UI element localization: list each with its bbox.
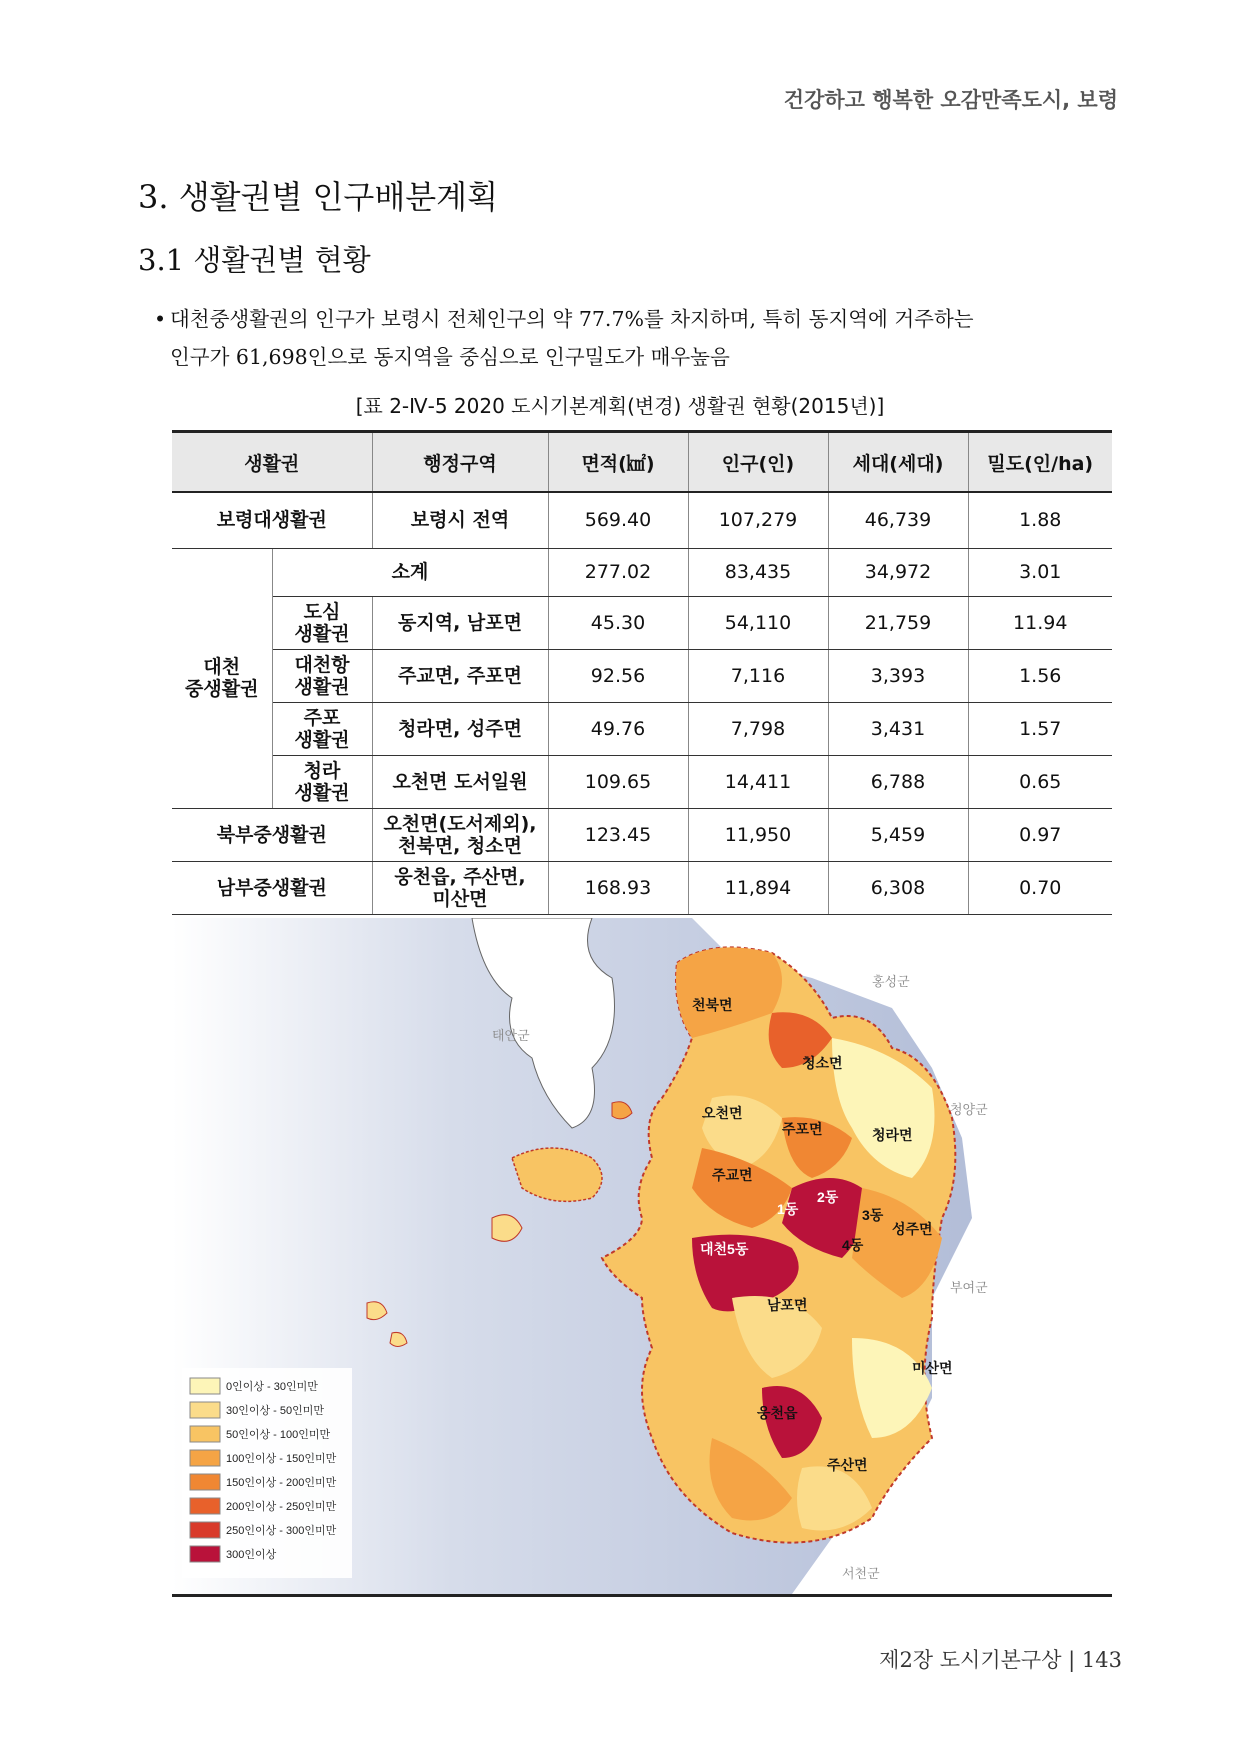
cell-area: 92.56 [548,649,688,702]
cell-district: 보령시 전역 [372,492,548,548]
table-row [172,702,1112,755]
label-jusan: 주산면 [827,1457,868,1473]
cell-area: 277.02 [548,548,688,596]
cell-population: 54,110 [688,596,828,649]
label-dong4: 4동 [842,1237,864,1253]
cell-district: 주교면, 주포면 [372,649,548,702]
cell-households: 3,431 [828,702,968,755]
legend-label: 0인이상 - 30인미만 [226,1381,318,1393]
cell-population: 14,411 [688,755,828,808]
table-row [172,808,1112,861]
section-heading: 3. 생활권별 인구배분계획 [138,178,498,216]
label-misan: 미산면 [912,1360,953,1376]
cell-group-daecheon: 대천 중생활권 [172,548,272,808]
cell-density: 0.97 [968,808,1112,861]
cell-district: 오천면 도서일원 [372,755,548,808]
label-jupo: 주포면 [782,1121,823,1137]
cell-population: 107,279 [688,492,828,548]
table-row [172,755,1112,808]
label-seongju: 성주면 [892,1221,933,1237]
legend-label: 300인이상 [226,1549,277,1561]
cell-density: 1.57 [968,702,1112,755]
label-dong1: 1동 [777,1201,799,1217]
table-row [172,492,1112,548]
label-nampo: 남포면 [767,1297,808,1313]
bullet-paragraph [154,300,1130,376]
cell-zone: 소계 [272,548,548,596]
legend-swatch [190,1546,220,1562]
table-caption: [표 2-Ⅳ-5 2020 도시기본계획(변경) 생활권 현황(2015년)] [355,394,885,418]
subsection-heading: 3.1 생활권별 현황 [138,243,371,277]
label-taean: 태안군 [492,1028,530,1043]
cell-zone: 북부중생활권 [172,808,372,861]
cell-density: 0.65 [968,755,1112,808]
label-hongseong: 홍성군 [872,974,910,989]
table-row [172,596,1112,649]
legend-label: 250인이상 - 300인미만 [226,1525,337,1537]
cell-zone: 남부중생활권 [172,861,372,914]
table-row [172,649,1112,702]
header-households: 세대(세대) [828,432,968,493]
table-header-row [172,432,1112,493]
cell-households: 3,393 [828,649,968,702]
cell-population: 7,116 [688,649,828,702]
label-cheonbuk: 천북면 [692,997,733,1013]
cell-population: 7,798 [688,702,828,755]
label-dong3: 3동 [862,1207,884,1223]
legend-label: 30인이상 - 50인미만 [226,1405,325,1417]
running-head: 건강하고 행복한 오감만족도시, 보령 [783,88,1118,112]
cell-density: 3.01 [968,548,1112,596]
label-seocheon: 서천군 [842,1566,880,1581]
living-zone-table [172,430,1112,915]
header-population: 인구(인) [688,432,828,493]
legend-swatch [190,1498,220,1514]
cell-zone: 청라 생활권 [272,755,372,808]
legend-label: 50인이상 - 100인미만 [226,1429,331,1441]
cell-area: 45.30 [548,596,688,649]
bullet-symbol: • [154,307,167,331]
cell-density: 1.88 [968,492,1112,548]
cell-density: 1.56 [968,649,1112,702]
cell-population: 11,950 [688,808,828,861]
cell-area: 49.76 [548,702,688,755]
cell-area: 123.45 [548,808,688,861]
label-buyeo: 부여군 [950,1280,988,1295]
legend-swatch [190,1402,220,1418]
cell-zone: 주포 생활권 [272,702,372,755]
cell-households: 5,459 [828,808,968,861]
cell-density: 0.70 [968,861,1112,914]
header-zone: 생활권 [172,432,372,493]
map-svg [172,918,1112,1594]
cell-zone: 대천항 생활권 [272,649,372,702]
cell-district: 웅천읍, 주산면, 미산면 [372,861,548,914]
label-daecheon5: 대천5동 [700,1241,749,1257]
population-density-map [172,918,1112,1597]
cell-population: 83,435 [688,548,828,596]
label-ungcheon: 웅천읍 [757,1405,798,1421]
label-cheongyang: 청양군 [950,1102,988,1117]
cell-population: 11,894 [688,861,828,914]
cell-households: 6,788 [828,755,968,808]
legend-swatch [190,1522,220,1538]
legend-label: 100인이상 - 150인미만 [226,1453,337,1465]
map-legend [182,1368,352,1578]
bullet-line-2: 인구가 61,698인으로 동지역을 중심으로 인구밀도가 매우높음 [170,345,730,369]
table-row [172,861,1112,914]
legend-swatch [190,1426,220,1442]
header-district: 행정구역 [372,432,548,493]
legend-swatch [190,1474,220,1490]
legend-swatch [190,1378,220,1394]
label-cheongra: 청라면 [872,1127,913,1143]
cell-zone: 도심 생활권 [272,596,372,649]
cell-district: 청라면, 성주면 [372,702,548,755]
bullet-line-1: 대천중생활권의 인구가 보령시 전체인구의 약 77.7%를 차지하며, 특히 동지역에 거주하는 [170,307,974,331]
legend-label: 200인이상 - 250인미만 [226,1501,337,1513]
cell-households: 46,739 [828,492,968,548]
cell-households: 6,308 [828,861,968,914]
table-row [172,548,1112,596]
label-ocheon: 오천면 [702,1105,743,1121]
header-area: 면적(㎢) [548,432,688,493]
cell-households: 21,759 [828,596,968,649]
cell-district: 동지역, 남포면 [372,596,548,649]
label-jugyo: 주교면 [712,1167,753,1183]
cell-zone: 보령대생활권 [172,492,372,548]
cell-area: 168.93 [548,861,688,914]
legend-label: 150인이상 - 200인미만 [226,1477,337,1489]
label-cheongso: 청소면 [802,1055,843,1071]
label-dong2: 2동 [817,1189,839,1205]
header-density: 밀도(인/ha) [968,432,1112,493]
cell-district: 오천면(도서제외), 천북면, 청소면 [372,808,548,861]
legend-swatch [190,1450,220,1466]
page-footer: 제2장 도시기본구상 | 143 [879,1648,1122,1672]
cell-area: 109.65 [548,755,688,808]
cell-area: 569.40 [548,492,688,548]
cell-density: 11.94 [968,596,1112,649]
cell-households: 34,972 [828,548,968,596]
